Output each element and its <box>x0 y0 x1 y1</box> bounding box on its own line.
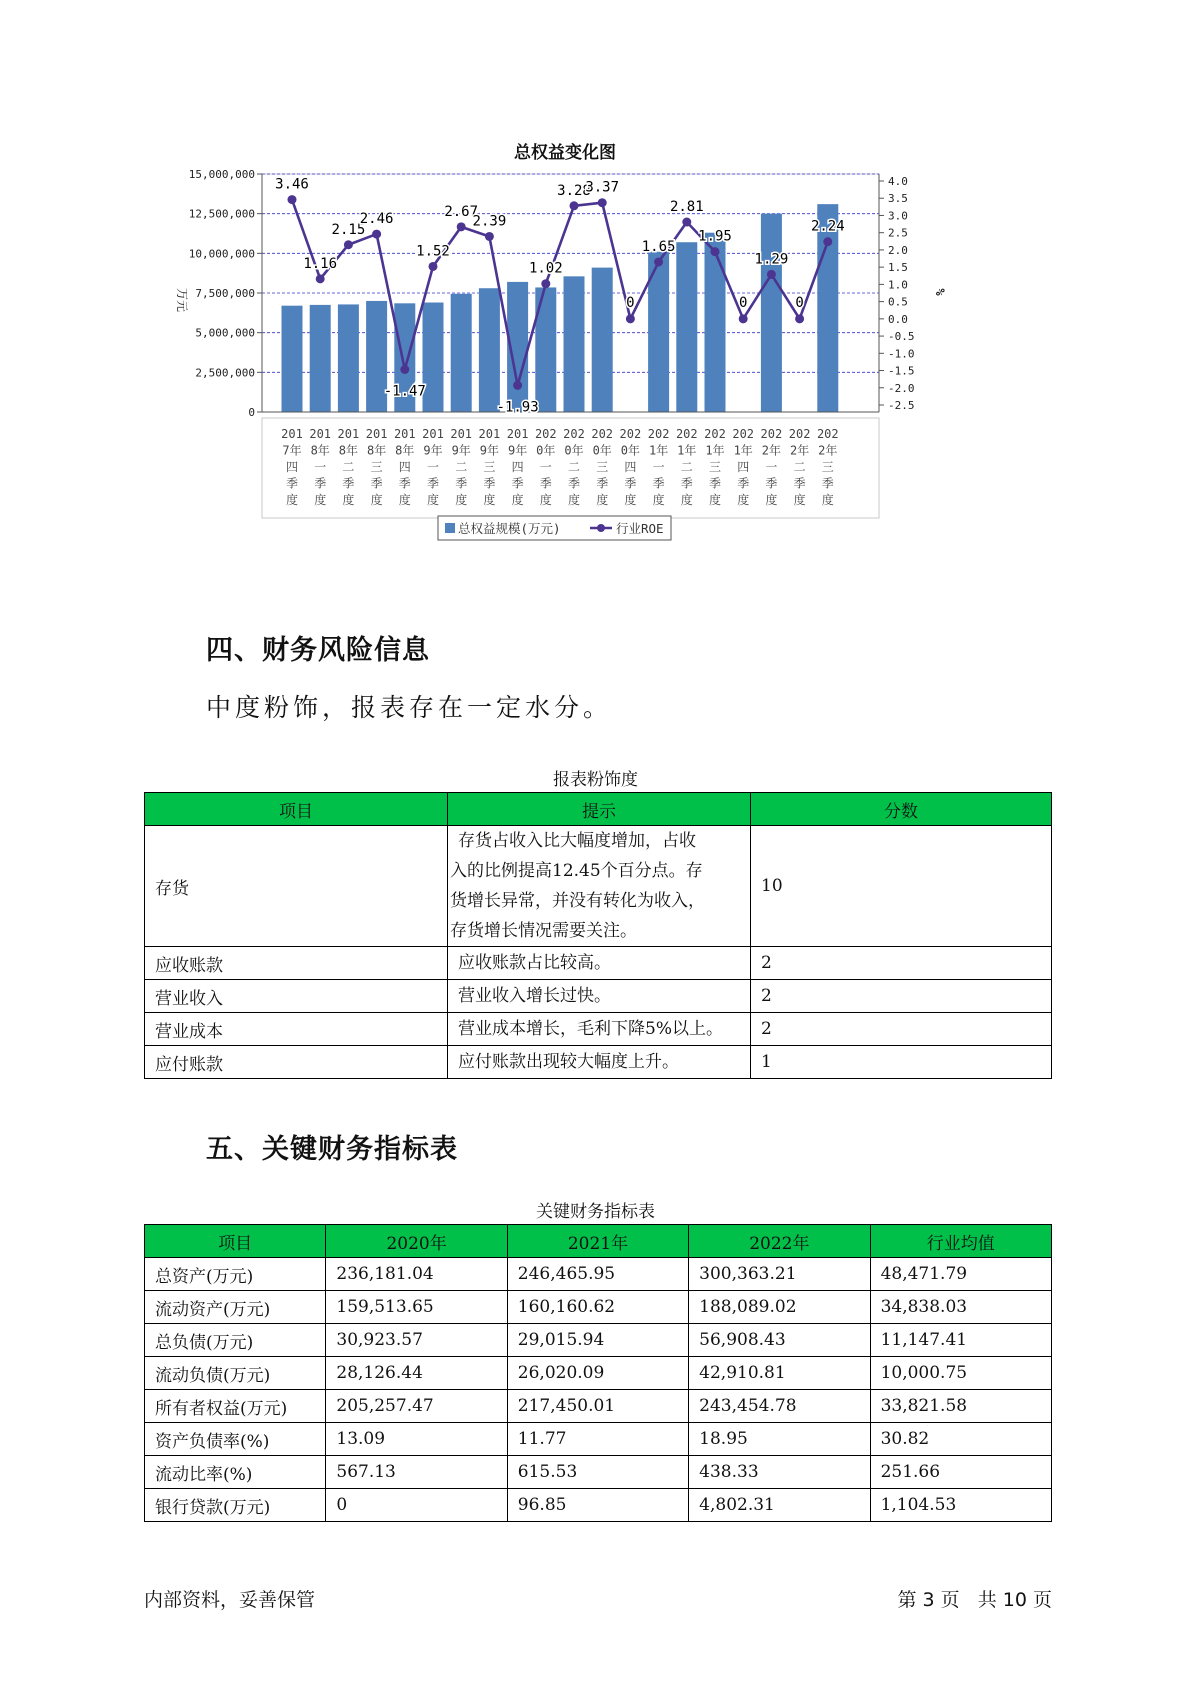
left-tick-label: 10,000,000 <box>188 247 255 261</box>
indicator-value: 615.53 <box>507 1456 688 1489</box>
x-tick-label: 8年 <box>395 443 415 458</box>
risk-table <box>144 792 1052 1079</box>
x-tick-label: 一 <box>426 460 440 474</box>
indicator-value: 56,908.43 <box>689 1324 870 1357</box>
x-tick-label: 201 <box>365 427 388 441</box>
x-tick-label: 季 <box>737 476 750 491</box>
x-tick-label: 三 <box>708 460 722 474</box>
indicator-table-caption: 关键财务指标表 <box>536 1202 655 1222</box>
x-tick-label: 202 <box>675 427 698 441</box>
x-tick-label: 度 <box>314 493 327 507</box>
roe-point <box>739 314 748 323</box>
x-tick-label: 度 <box>370 493 383 507</box>
x-tick-label: 三 <box>596 460 609 474</box>
x-tick-label: 度 <box>426 493 440 507</box>
x-tick-label: 201 <box>478 427 501 441</box>
roe-point <box>711 247 720 256</box>
x-tick-label: 7年 <box>282 443 302 458</box>
x-tick-label: 9年 <box>507 443 528 458</box>
indicator-value: 160,160.62 <box>507 1291 688 1324</box>
x-tick-label: 1年 <box>733 443 753 458</box>
right-axis-title: % <box>933 288 947 296</box>
x-tick-label: 201 <box>281 427 303 441</box>
indicator-header-cell: 2022年 <box>689 1225 870 1258</box>
x-tick-label: 季 <box>370 476 383 491</box>
indicator-header-cell: 2020年 <box>326 1225 507 1258</box>
x-tick-label: 季 <box>483 476 496 491</box>
indicator-value: 1,104.53 <box>870 1489 1051 1522</box>
right-tick-label: 2.5 <box>888 226 908 240</box>
x-tick-label: 201 <box>393 427 416 441</box>
x-tick-label: 202 <box>563 427 585 441</box>
footer-left: 内部资料，妥善保管 <box>144 1589 316 1611</box>
right-tick-label: -1.0 <box>888 347 915 361</box>
indicator-value: 96.85 <box>507 1489 688 1522</box>
risk-hint <box>448 980 751 1013</box>
indicator-value: 246,465.95 <box>507 1258 688 1291</box>
x-tick-label: 四 <box>398 460 411 474</box>
section4-paragraph: 中度粉饰，报表存在一定水分。 <box>206 693 613 722</box>
risk-hint <box>448 947 751 980</box>
indicator-label: 总负债(万元) <box>145 1324 326 1357</box>
roe-data-label: -1.93 <box>496 399 539 416</box>
roe-data-label: 0 <box>795 294 804 311</box>
roe-point <box>654 257 663 266</box>
risk-table-row <box>145 980 1052 1013</box>
x-tick-label: 季 <box>539 476 552 491</box>
x-tick-label: 三 <box>483 460 496 474</box>
indicator-value: 188,089.02 <box>689 1291 870 1324</box>
roe-point <box>457 222 466 231</box>
roe-point <box>485 232 494 241</box>
x-tick-label: 季 <box>793 476 806 491</box>
indicator-label: 银行贷款(万元) <box>145 1489 326 1522</box>
indicator-value: 300,363.21 <box>689 1258 870 1291</box>
indicator-value: 33,821.58 <box>870 1390 1051 1423</box>
x-tick-label: 二 <box>567 460 581 474</box>
indicator-value: 11,147.41 <box>870 1324 1051 1357</box>
x-tick-label: 一 <box>652 460 665 474</box>
x-tick-label: 度 <box>708 493 722 507</box>
right-tick-label: 1.5 <box>888 261 908 275</box>
x-tick-label: 二 <box>455 460 468 474</box>
x-tick-label: 201 <box>337 427 360 441</box>
risk-score: 2 <box>751 1013 1052 1046</box>
risk-item: 存货 <box>145 826 448 947</box>
indicator-table-body <box>145 1258 1052 1522</box>
equity-bar <box>310 305 331 412</box>
x-tick-label: 度 <box>680 493 693 507</box>
risk-table-header <box>145 793 1052 826</box>
x-tick-label: 度 <box>624 493 637 507</box>
x-tick-label: 度 <box>737 493 750 507</box>
indicator-table-row <box>145 1456 1052 1489</box>
roe-data-label: 0 <box>626 294 635 311</box>
x-tick-label: 季 <box>567 476 581 491</box>
x-tick-label: 0年 <box>536 443 556 458</box>
x-tick-label: 9年 <box>479 443 500 458</box>
risk-table-row <box>145 1013 1052 1046</box>
x-tick-label: 度 <box>793 493 806 507</box>
roe-data-label: 1.95 <box>698 228 732 245</box>
roe-data-label: 3.28 <box>557 182 591 199</box>
chart-svg <box>175 138 950 598</box>
x-tick-label: 2年 <box>761 443 782 458</box>
x-tick-label: 1年 <box>648 443 669 458</box>
roe-data-label: 1.65 <box>641 238 676 255</box>
x-tick-label: 季 <box>398 476 411 491</box>
x-tick-label: 9年 <box>451 443 471 458</box>
x-tick-label: 二 <box>680 460 693 474</box>
roe-point <box>598 198 607 207</box>
right-tick-label: -1.5 <box>888 364 915 378</box>
x-tick-label: 季 <box>765 476 778 491</box>
equity-bar <box>564 276 585 412</box>
x-tick-label: 季 <box>680 476 693 491</box>
right-tick-label: 0.5 <box>888 295 908 309</box>
equity-bar <box>282 306 303 412</box>
right-tick-label: 1.0 <box>888 278 908 292</box>
right-tick-label: 3.0 <box>888 209 908 223</box>
x-tick-label: 度 <box>567 493 581 507</box>
indicator-value: 34,838.03 <box>870 1291 1051 1324</box>
risk-item: 营业成本 <box>145 1013 448 1046</box>
indicator-value: 28,126.44 <box>326 1357 507 1390</box>
x-tick-label: 一 <box>539 460 552 474</box>
risk-item: 应收账款 <box>145 947 448 980</box>
x-tick-label: 202 <box>704 427 726 441</box>
x-tick-label: 季 <box>342 476 355 491</box>
risk-score: 10 <box>751 826 1052 947</box>
x-tick-label: 度 <box>539 493 552 507</box>
right-tick-label: -0.5 <box>888 330 915 344</box>
indicator-value: 26,020.09 <box>507 1357 688 1390</box>
equity-bar <box>338 304 359 412</box>
roe-point <box>626 314 635 323</box>
x-tick-label: 一 <box>765 460 778 474</box>
equity-bar <box>761 214 782 412</box>
left-tick-label: 15,000,000 <box>188 168 255 181</box>
risk-hint <box>448 1013 751 1046</box>
equity-chart <box>175 138 950 598</box>
x-tick-label: 季 <box>821 476 834 491</box>
risk-score: 2 <box>751 980 1052 1013</box>
indicator-value: 11.77 <box>507 1423 688 1456</box>
indicator-value: 567.13 <box>326 1456 507 1489</box>
indicator-table-row <box>145 1258 1052 1291</box>
x-tick-label: 2年 <box>818 443 838 458</box>
x-tick-label: 8年 <box>338 443 359 458</box>
left-tick-label: 12,500,000 <box>188 207 255 221</box>
x-tick-label: 四 <box>737 460 750 474</box>
x-tick-label: 季 <box>624 476 637 491</box>
section4-heading: 四、财务风险信息 <box>206 635 430 666</box>
x-tick-label: 8年 <box>310 443 330 458</box>
risk-item: 营业收入 <box>145 980 448 1013</box>
roe-data-label: 2.67 <box>444 203 479 220</box>
legend-bar-label: 总权益规模(万元) <box>458 521 561 536</box>
x-tick-label: 季 <box>285 476 299 491</box>
risk-hint-line: 营业收入增长过快。 <box>458 986 611 1006</box>
indicator-value: 159,513.65 <box>326 1291 507 1324</box>
x-tick-label: 度 <box>483 493 496 507</box>
x-tick-label: 201 <box>422 427 444 441</box>
indicator-table <box>144 1224 1052 1522</box>
x-tick-label: 度 <box>765 493 778 507</box>
indicator-value: 438.33 <box>689 1456 870 1489</box>
x-tick-label: 度 <box>821 493 834 507</box>
left-tick-label: 7,500,000 <box>195 287 255 300</box>
roe-point <box>288 195 297 204</box>
indicator-value: 236,181.04 <box>326 1258 507 1291</box>
x-tick-label: 三 <box>370 460 383 474</box>
indicator-value: 30.82 <box>870 1423 1051 1456</box>
x-tick-label: 度 <box>596 493 609 507</box>
x-tick-label: 202 <box>647 427 670 441</box>
indicator-value: 48,471.79 <box>870 1258 1051 1291</box>
indicator-value: 0 <box>326 1489 507 1522</box>
x-tick-label: 季 <box>455 476 468 491</box>
x-tick-label: 202 <box>619 427 642 441</box>
indicator-value: 30,923.57 <box>326 1324 507 1357</box>
x-tick-label: 2年 <box>789 443 810 458</box>
risk-hint-line: 入的比例提高12.45个百分点。存 <box>450 861 703 881</box>
x-tick-label: 三 <box>821 460 834 474</box>
section5-heading: 五、关键财务指标表 <box>206 1134 458 1165</box>
roe-data-label: -1.47 <box>383 383 426 400</box>
indicator-value: 13.09 <box>326 1423 507 1456</box>
right-tick-label: -2.0 <box>888 381 915 395</box>
indicator-value: 243,454.78 <box>689 1390 870 1423</box>
risk-hint <box>448 1046 751 1079</box>
x-tick-label: 202 <box>534 427 557 441</box>
risk-score: 1 <box>751 1046 1052 1079</box>
x-tick-label: 8年 <box>366 443 387 458</box>
roe-data-label: 0 <box>738 294 748 311</box>
indicator-table-row <box>145 1423 1052 1456</box>
equity-bar <box>705 233 726 412</box>
x-tick-label: 季 <box>314 476 327 491</box>
risk-header-hint: 提示 <box>448 793 751 826</box>
indicator-label: 资产负债率(%) <box>145 1423 326 1456</box>
x-tick-label: 9年 <box>423 443 443 458</box>
risk-item: 应付账款 <box>145 1046 448 1079</box>
risk-table-caption: 报表粉饰度 <box>553 770 638 790</box>
right-tick-label: 3.5 <box>888 192 908 206</box>
x-tick-label: 度 <box>398 493 411 507</box>
roe-point <box>682 218 691 227</box>
x-tick-label: 季 <box>652 476 665 491</box>
x-tick-label: 度 <box>455 493 468 507</box>
indicator-header-cell: 项目 <box>145 1225 326 1258</box>
indicator-label: 流动资产(万元) <box>145 1291 326 1324</box>
x-tick-label: 201 <box>506 427 529 441</box>
x-tick-label: 二 <box>793 460 806 474</box>
roe-point <box>767 270 776 279</box>
indicator-header-cell: 行业均值 <box>870 1225 1051 1258</box>
risk-hint-line: 营业成本增长，毛利下降5%以上。 <box>458 1019 723 1039</box>
legend-bar-swatch <box>445 523 455 533</box>
roe-point <box>795 314 804 323</box>
legend-line-label: 行业ROE <box>616 521 664 536</box>
equity-bar <box>451 294 472 412</box>
x-tick-label: 季 <box>511 476 524 491</box>
x-tick-label: 季 <box>708 476 722 491</box>
risk-table-row <box>145 1046 1052 1079</box>
risk-hint-line: 存货占收入比大幅度增加，占收 <box>458 831 696 851</box>
risk-hint-line: 货增长异常，并没有转化为收入， <box>450 891 705 911</box>
indicator-value: 42,910.81 <box>689 1357 870 1390</box>
indicator-value: 217,450.01 <box>507 1390 688 1423</box>
x-tick-label: 1年 <box>677 443 697 458</box>
right-tick-label: 4.0 <box>888 175 908 188</box>
risk-table-body <box>145 826 1052 1079</box>
x-tick-label: 202 <box>591 427 614 441</box>
equity-bar <box>592 268 613 412</box>
chart-title: 总权益变化图 <box>514 143 616 163</box>
x-tick-label: 201 <box>450 427 473 441</box>
indicator-value: 205,257.47 <box>326 1390 507 1423</box>
roe-point <box>316 274 325 283</box>
equity-bar <box>817 204 838 412</box>
roe-data-label: 1.52 <box>416 243 450 260</box>
left-tick-label: 5,000,000 <box>195 326 255 340</box>
roe-point <box>570 201 579 210</box>
indicator-label: 流动比率(%) <box>145 1456 326 1489</box>
left-axis-title: 万元 <box>175 287 189 313</box>
indicator-table-header <box>145 1225 1052 1258</box>
risk-hint-line: 存货增长情况需要关注。 <box>450 921 637 941</box>
roe-point <box>513 381 522 390</box>
roe-point <box>541 279 550 288</box>
indicator-label: 流动负债(万元) <box>145 1357 326 1390</box>
indicator-value: 251.66 <box>870 1456 1051 1489</box>
equity-bar <box>479 288 500 412</box>
x-tick-label: 度 <box>285 493 299 507</box>
risk-hint-line: 应收账款占比较高。 <box>458 953 611 973</box>
right-tick-label: 0.0 <box>888 312 908 326</box>
indicator-table-row <box>145 1324 1052 1357</box>
risk-header-item: 项目 <box>145 793 448 826</box>
roe-data-label: 2.24 <box>810 218 845 235</box>
roe-data-label: 2.39 <box>472 213 507 230</box>
indicator-value: 10,000.75 <box>870 1357 1051 1390</box>
roe-point <box>372 230 381 239</box>
x-tick-label: 202 <box>760 427 783 441</box>
x-tick-label: 度 <box>342 493 355 507</box>
indicator-value: 29,015.94 <box>507 1324 688 1357</box>
roe-point <box>400 365 409 374</box>
risk-score: 2 <box>751 947 1052 980</box>
indicator-label: 总资产(万元) <box>145 1258 326 1291</box>
x-tick-label: 四 <box>511 460 524 474</box>
x-tick-label: 1年 <box>705 443 725 458</box>
x-tick-label: 0年 <box>564 443 584 458</box>
indicator-header-cell: 2021年 <box>507 1225 688 1258</box>
roe-data-label: 2.46 <box>359 211 394 228</box>
risk-table-row <box>145 826 1052 947</box>
left-tick-label: 2,500,000 <box>195 366 255 380</box>
left-tick-label: 0 <box>248 406 255 419</box>
indicator-table-row <box>145 1291 1052 1324</box>
roe-data-label: 1.29 <box>754 251 789 268</box>
risk-hint-line: 应付账款出现较大幅度上升。 <box>458 1052 679 1072</box>
indicator-value: 18.95 <box>689 1423 870 1456</box>
roe-point <box>344 240 353 249</box>
x-tick-label: 四 <box>285 460 299 474</box>
footer-page-number: 第 3 页 共 10 页 <box>897 1589 1052 1611</box>
legend-line-marker <box>597 524 605 532</box>
roe-data-label: 1.16 <box>303 255 338 272</box>
risk-table-row <box>145 947 1052 980</box>
x-tick-label: 202 <box>788 427 811 441</box>
roe-data-label: 1.02 <box>528 260 563 277</box>
x-tick-label: 季 <box>596 476 609 491</box>
x-tick-label: 202 <box>816 427 839 441</box>
x-tick-label: 二 <box>342 460 355 474</box>
roe-data-label: 3.37 <box>585 179 620 196</box>
right-tick-label: -2.5 <box>888 399 915 412</box>
indicator-label: 所有者权益(万元) <box>145 1390 326 1423</box>
indicator-table-row <box>145 1489 1052 1522</box>
roe-point <box>823 237 832 246</box>
roe-data-label: 3.46 <box>275 176 309 193</box>
x-tick-label: 度 <box>511 493 524 507</box>
right-tick-label: 2.0 <box>888 243 908 257</box>
x-tick-label: 0年 <box>592 443 612 458</box>
indicator-table-row <box>145 1390 1052 1423</box>
x-tick-label: 四 <box>624 460 637 474</box>
x-tick-label: 一 <box>314 460 327 474</box>
indicator-table-row <box>145 1357 1052 1390</box>
x-tick-label: 度 <box>652 493 665 507</box>
x-tick-label: 201 <box>309 427 332 441</box>
risk-hint <box>448 826 751 947</box>
x-tick-label: 0年 <box>620 443 641 458</box>
x-tick-label: 202 <box>732 427 755 441</box>
x-tick-label: 季 <box>426 476 440 491</box>
roe-data-label: 2.81 <box>669 199 704 216</box>
roe-data-label: 2.15 <box>331 221 366 238</box>
risk-header-score: 分数 <box>751 793 1052 826</box>
roe-point <box>429 262 438 271</box>
equity-bar <box>676 242 697 412</box>
indicator-value: 4,802.31 <box>689 1489 870 1522</box>
